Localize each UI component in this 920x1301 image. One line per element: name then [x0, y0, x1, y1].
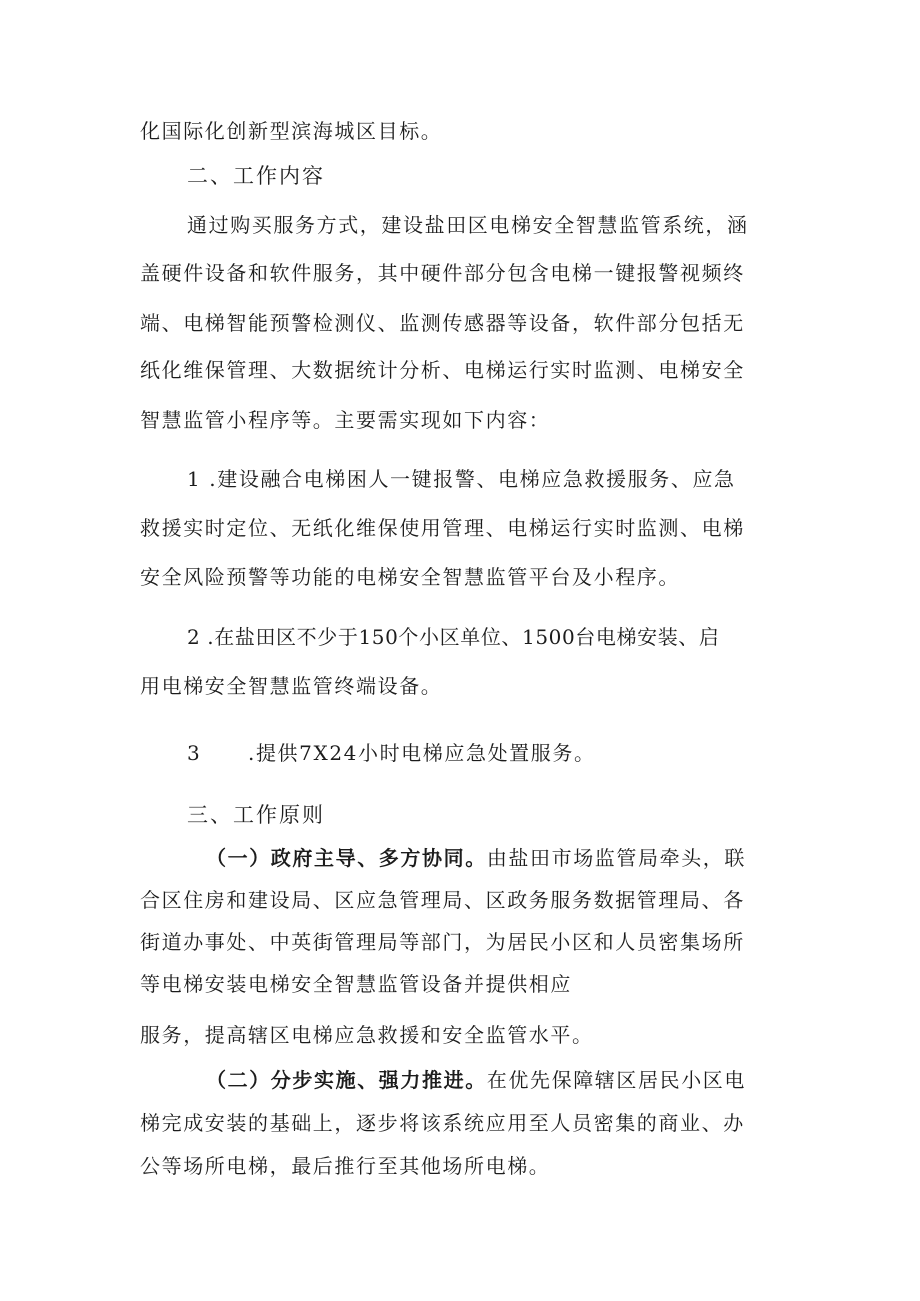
- paragraph-line: 等电梯安装电梯安全智慧监管设备并提供相应: [140, 972, 572, 996]
- list-item-1-line: 救援实时定位、无纸化维保使用管理、电梯运行实时监测、电梯: [140, 516, 745, 540]
- list-item-1-line: 1 .建设融合电梯困人一键报警、电梯应急救援服务、应急: [187, 467, 736, 491]
- list-item-1-line: 安全风险预警等功能的电梯安全智慧监管平台及小程序。: [140, 565, 680, 589]
- principle-1-line: [206, 843, 866, 873]
- list-item-3-number: 3: [187, 741, 202, 765]
- paragraph-line: 通过购买服务方式，建设盐田区电梯安全智慧监管系统，涵: [187, 213, 749, 237]
- list-item-2-line: 2 .在盐田区不少于150个小区单位、1500台电梯安装、启: [187, 625, 720, 649]
- paragraph-line: 化国际化创新型滨海城区目标。: [140, 119, 443, 143]
- section-heading-work-content: 二、工作内容: [187, 164, 325, 188]
- principle-1-title: （一）政府主导、多方协同。: [206, 846, 487, 870]
- paragraph-line: 服务，提高辖区电梯应急救援和安全监管水平。: [140, 1023, 594, 1047]
- principle-2-line: [206, 1065, 866, 1095]
- principle-2-title: （二）分步实施、强力推进。: [206, 1068, 487, 1092]
- paragraph-line: 纸化维保管理、大数据统计分析、电梯运行实时监测、电梯安全: [140, 358, 745, 382]
- paragraph-line: 盖硬件设备和软件服务，其中硬件部分包含电梯一键报警视频终: [140, 261, 745, 285]
- section-heading-work-principles: 三、工作原则: [187, 803, 325, 827]
- paragraph-line: 街道办事处、中英街管理局等部门，为居民小区和人员密集场所: [140, 930, 745, 954]
- list-item-3-text: .提供7X24小时电梯应急处置服务。: [248, 741, 596, 765]
- principle-2-text: 在优先保障辖区居民小区电: [486, 1068, 747, 1092]
- list-item-3-line: [187, 738, 847, 768]
- paragraph-line: 合区住房和建设局、区应急管理局、区政务服务数据管理局、各: [140, 888, 745, 912]
- principle-1-text: 由盐田市场监管局牵头，联: [486, 846, 747, 870]
- paragraph-line: 智慧监管小程序等。主要需实现如下内容：: [140, 408, 551, 432]
- paragraph-line: 梯完成安装的基础上，逐步将该系统应用至人员密集的商业、办: [140, 1111, 745, 1135]
- paragraph-line: 公等场所电梯，最后推行至其他场所电梯。: [140, 1154, 551, 1178]
- list-item-2-line: 用电梯安全智慧监管终端设备。: [140, 674, 443, 698]
- paragraph-line: 端、电梯智能预警检测仪、监测传感器等设备，软件部分包括无: [140, 311, 745, 335]
